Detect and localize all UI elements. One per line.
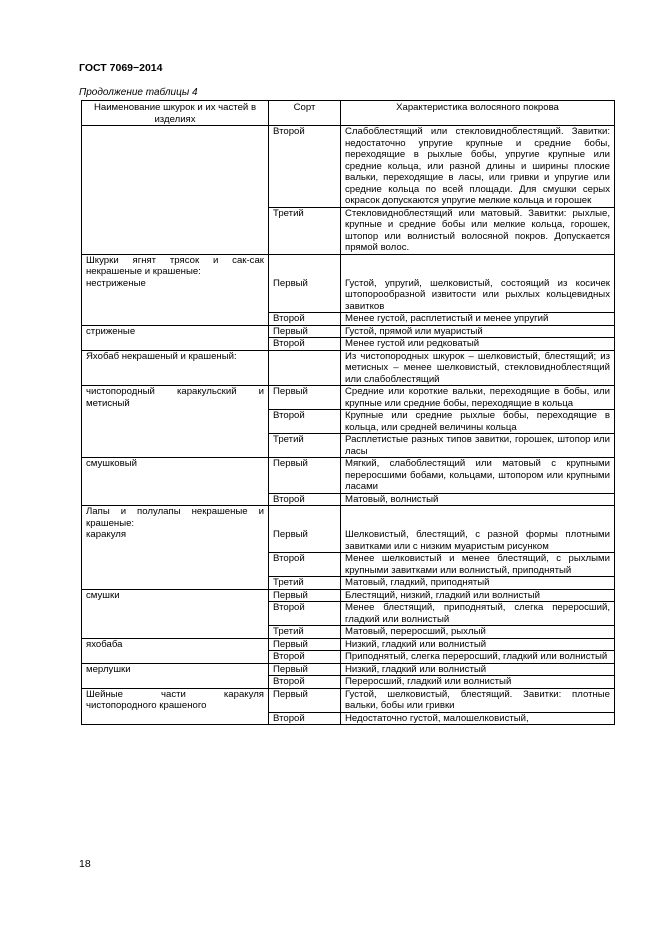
table-row — [82, 325, 615, 338]
cell-name — [82, 126, 269, 208]
cell-sort-value: Первый — [273, 277, 308, 289]
cell-name — [82, 651, 269, 664]
column-header-name: Наименование шкурок и их частей в изделиях — [82, 101, 269, 126]
table-row — [82, 712, 615, 725]
cell-name — [82, 254, 269, 313]
cell-sort: Второй — [269, 676, 341, 689]
cell-description: Средние или короткие вальки, переходящие в бобы, или крупные или средние бобы, переходящие в кольца — [341, 386, 615, 410]
table-row — [82, 651, 615, 664]
cell-name — [82, 313, 269, 326]
table-row — [82, 676, 615, 689]
table-row — [82, 338, 615, 351]
cell-description — [341, 506, 615, 553]
table-row — [82, 626, 615, 639]
table-row — [82, 207, 615, 254]
cell-description: Крупные или средние рыхлые бобы, переходящие в кольца, или средней величины кольца — [341, 410, 615, 434]
cell-sort: Второй — [269, 651, 341, 664]
cell-sort-value: Первый — [273, 529, 308, 540]
cell-description-value: Шелковистый, блестящий, с разной формы плотными завитками или с низким муаристым рисунком — [345, 529, 610, 552]
cell-description: Из чистопородных шкурок – шелковистый, блестящий; из метисных – менее шелковистый, стекловидноблестящий или слабоблестящий — [341, 350, 615, 386]
table-row — [82, 688, 615, 712]
table-row — [82, 313, 615, 326]
column-header-sort: Сорт — [269, 101, 341, 126]
cell-description: Густой, шелковистый, блестящий. Завитки: плотные вальки, бобы или гривки — [341, 688, 615, 712]
cell-description: Менее шелковистый и менее блестящий, с рыхлыми крупными завитками или волнистый, приподнятый — [341, 553, 615, 577]
cell-description: Недостаточно густой, малошелковистый, — [341, 712, 615, 725]
cell-name — [82, 577, 269, 590]
cell-sort: Первый — [269, 325, 341, 338]
cell-sort — [269, 254, 341, 313]
cell-sort: Первый — [269, 663, 341, 676]
cell-description: Стекловидноблестящий или матовый. Завитки: рыхлые, крупные и средние бобы или мелкие кольца, горошек, штопор или волнистый волосяной покров. Допускается прямой волос. — [341, 207, 615, 254]
cell-sort: Третий — [269, 207, 341, 254]
cell-description: Густой, прямой или муаристый — [341, 325, 615, 338]
cell-name — [82, 207, 269, 254]
table-row — [82, 126, 615, 208]
document-standard-number: ГОСТ 7069−2014 — [79, 62, 163, 74]
cell-sort: Второй — [269, 126, 341, 208]
table-row — [82, 506, 615, 553]
cell-description: Менее густой, расплетистый и менее упругий — [341, 313, 615, 326]
cell-description: Расплетистые разных типов завитки, горошек, штопор или ласы — [341, 434, 615, 458]
cell-description: Матовый, волнистый — [341, 493, 615, 506]
cell-description: Низкий, гладкий или волнистый — [341, 663, 615, 676]
cell-description: Низкий, гладкий или волнистый — [341, 638, 615, 651]
table-row — [82, 663, 615, 676]
cell-name-sub: каракуля — [86, 529, 127, 540]
table-continuation-caption: Продолжение таблицы 4 — [79, 87, 198, 98]
cell-description: Переросший, гладкий или волнистый — [341, 676, 615, 689]
cell-name-sub: нестриженые — [86, 277, 146, 289]
cell-name — [82, 338, 269, 351]
table-row — [82, 638, 615, 651]
cell-name: чистопородный каракульский и метисный — [82, 386, 269, 410]
table-row — [82, 350, 615, 386]
cell-sort: Первый — [269, 688, 341, 712]
table-row — [82, 458, 615, 494]
table-row — [82, 434, 615, 458]
cell-sort — [269, 350, 341, 386]
cell-name — [82, 493, 269, 506]
table-row — [82, 553, 615, 577]
table-header-row — [82, 101, 615, 126]
cell-name — [82, 676, 269, 689]
table-row — [82, 577, 615, 590]
cell-name: Шейные части каракуля чистопородного крашеного — [82, 688, 269, 712]
cell-name: Яхобаб некрашеный и крашеный: — [82, 350, 269, 386]
table-row — [82, 386, 615, 410]
cell-description: Менее блестящий, приподнятый, слегка переросший, гладкий или волнистый — [341, 602, 615, 626]
cell-name — [82, 553, 269, 577]
table-row — [82, 589, 615, 602]
cell-name: яхобаба — [82, 638, 269, 651]
cell-description: Мягкий, слабоблестящий или матовый с крупными переросшими бобами, кольцами, штопором или крупными ласами — [341, 458, 615, 494]
cell-description-value: Густой, упругий, шелковистый, состоящий из косичек штопорообразной извитости или рыхлых кольцевидных завитков — [345, 277, 610, 312]
cell-sort: Второй — [269, 338, 341, 351]
cell-name: смушковый — [82, 458, 269, 494]
cell-description: Менее густой или редковатый — [341, 338, 615, 351]
cell-sort: Первый — [269, 589, 341, 602]
table-row — [82, 254, 615, 313]
table-row — [82, 493, 615, 506]
cell-sort: Первый — [269, 386, 341, 410]
table-row — [82, 602, 615, 626]
cell-name — [82, 626, 269, 639]
cell-description: Слабоблестящий или стекловидноблестящий. Завитки: недостаточно упругие крупные и средние бобы, переходящие в рыхлые бобы, упругие крупные или средние кольца, или разной длины и ширины плоские вальки, переходящие в ласы, или гривки и упругие или средние кольца по всей площади. Для смушки серых окрасок допускаются упругие мелкие кольца и горошек — [341, 126, 615, 208]
cell-name — [82, 712, 269, 725]
cell-name — [82, 602, 269, 626]
page-number: 18 — [79, 858, 91, 870]
cell-name — [82, 434, 269, 458]
column-header-description: Характеристика волосяного покрова — [341, 101, 615, 126]
cell-name — [82, 506, 269, 553]
cell-name: стриженые — [82, 325, 269, 338]
cell-name — [82, 410, 269, 434]
cell-description: Приподнятый, слегка переросший, гладкий или волнистый — [341, 651, 615, 664]
cell-name: мерлушки — [82, 663, 269, 676]
cell-description — [341, 254, 615, 313]
cell-sort: Второй — [269, 712, 341, 725]
cell-sort: Третий — [269, 577, 341, 590]
cell-name: смушки — [82, 589, 269, 602]
cell-sort: Второй — [269, 410, 341, 434]
cell-sort: Первый — [269, 458, 341, 494]
cell-sort: Второй — [269, 493, 341, 506]
cell-sort: Второй — [269, 313, 341, 326]
cell-sort: Первый — [269, 638, 341, 651]
cell-sort: Второй — [269, 602, 341, 626]
cell-sort — [269, 506, 341, 553]
cell-sort: Третий — [269, 434, 341, 458]
cell-description: Матовый, переросший, рыхлый — [341, 626, 615, 639]
cell-description: Блестящий, низкий, гладкий или волнистый — [341, 589, 615, 602]
characteristics-table — [81, 100, 615, 725]
cell-sort: Второй — [269, 553, 341, 577]
cell-name-heading: Лапы и полулапы некрашеные и крашеные: — [86, 506, 264, 529]
cell-sort: Третий — [269, 626, 341, 639]
table-row — [82, 410, 615, 434]
cell-description: Матовый, гладкий, приподнятый — [341, 577, 615, 590]
cell-name-heading: Шкурки ягнят трясок и сак-сак некрашеные и крашеные: — [86, 254, 264, 277]
